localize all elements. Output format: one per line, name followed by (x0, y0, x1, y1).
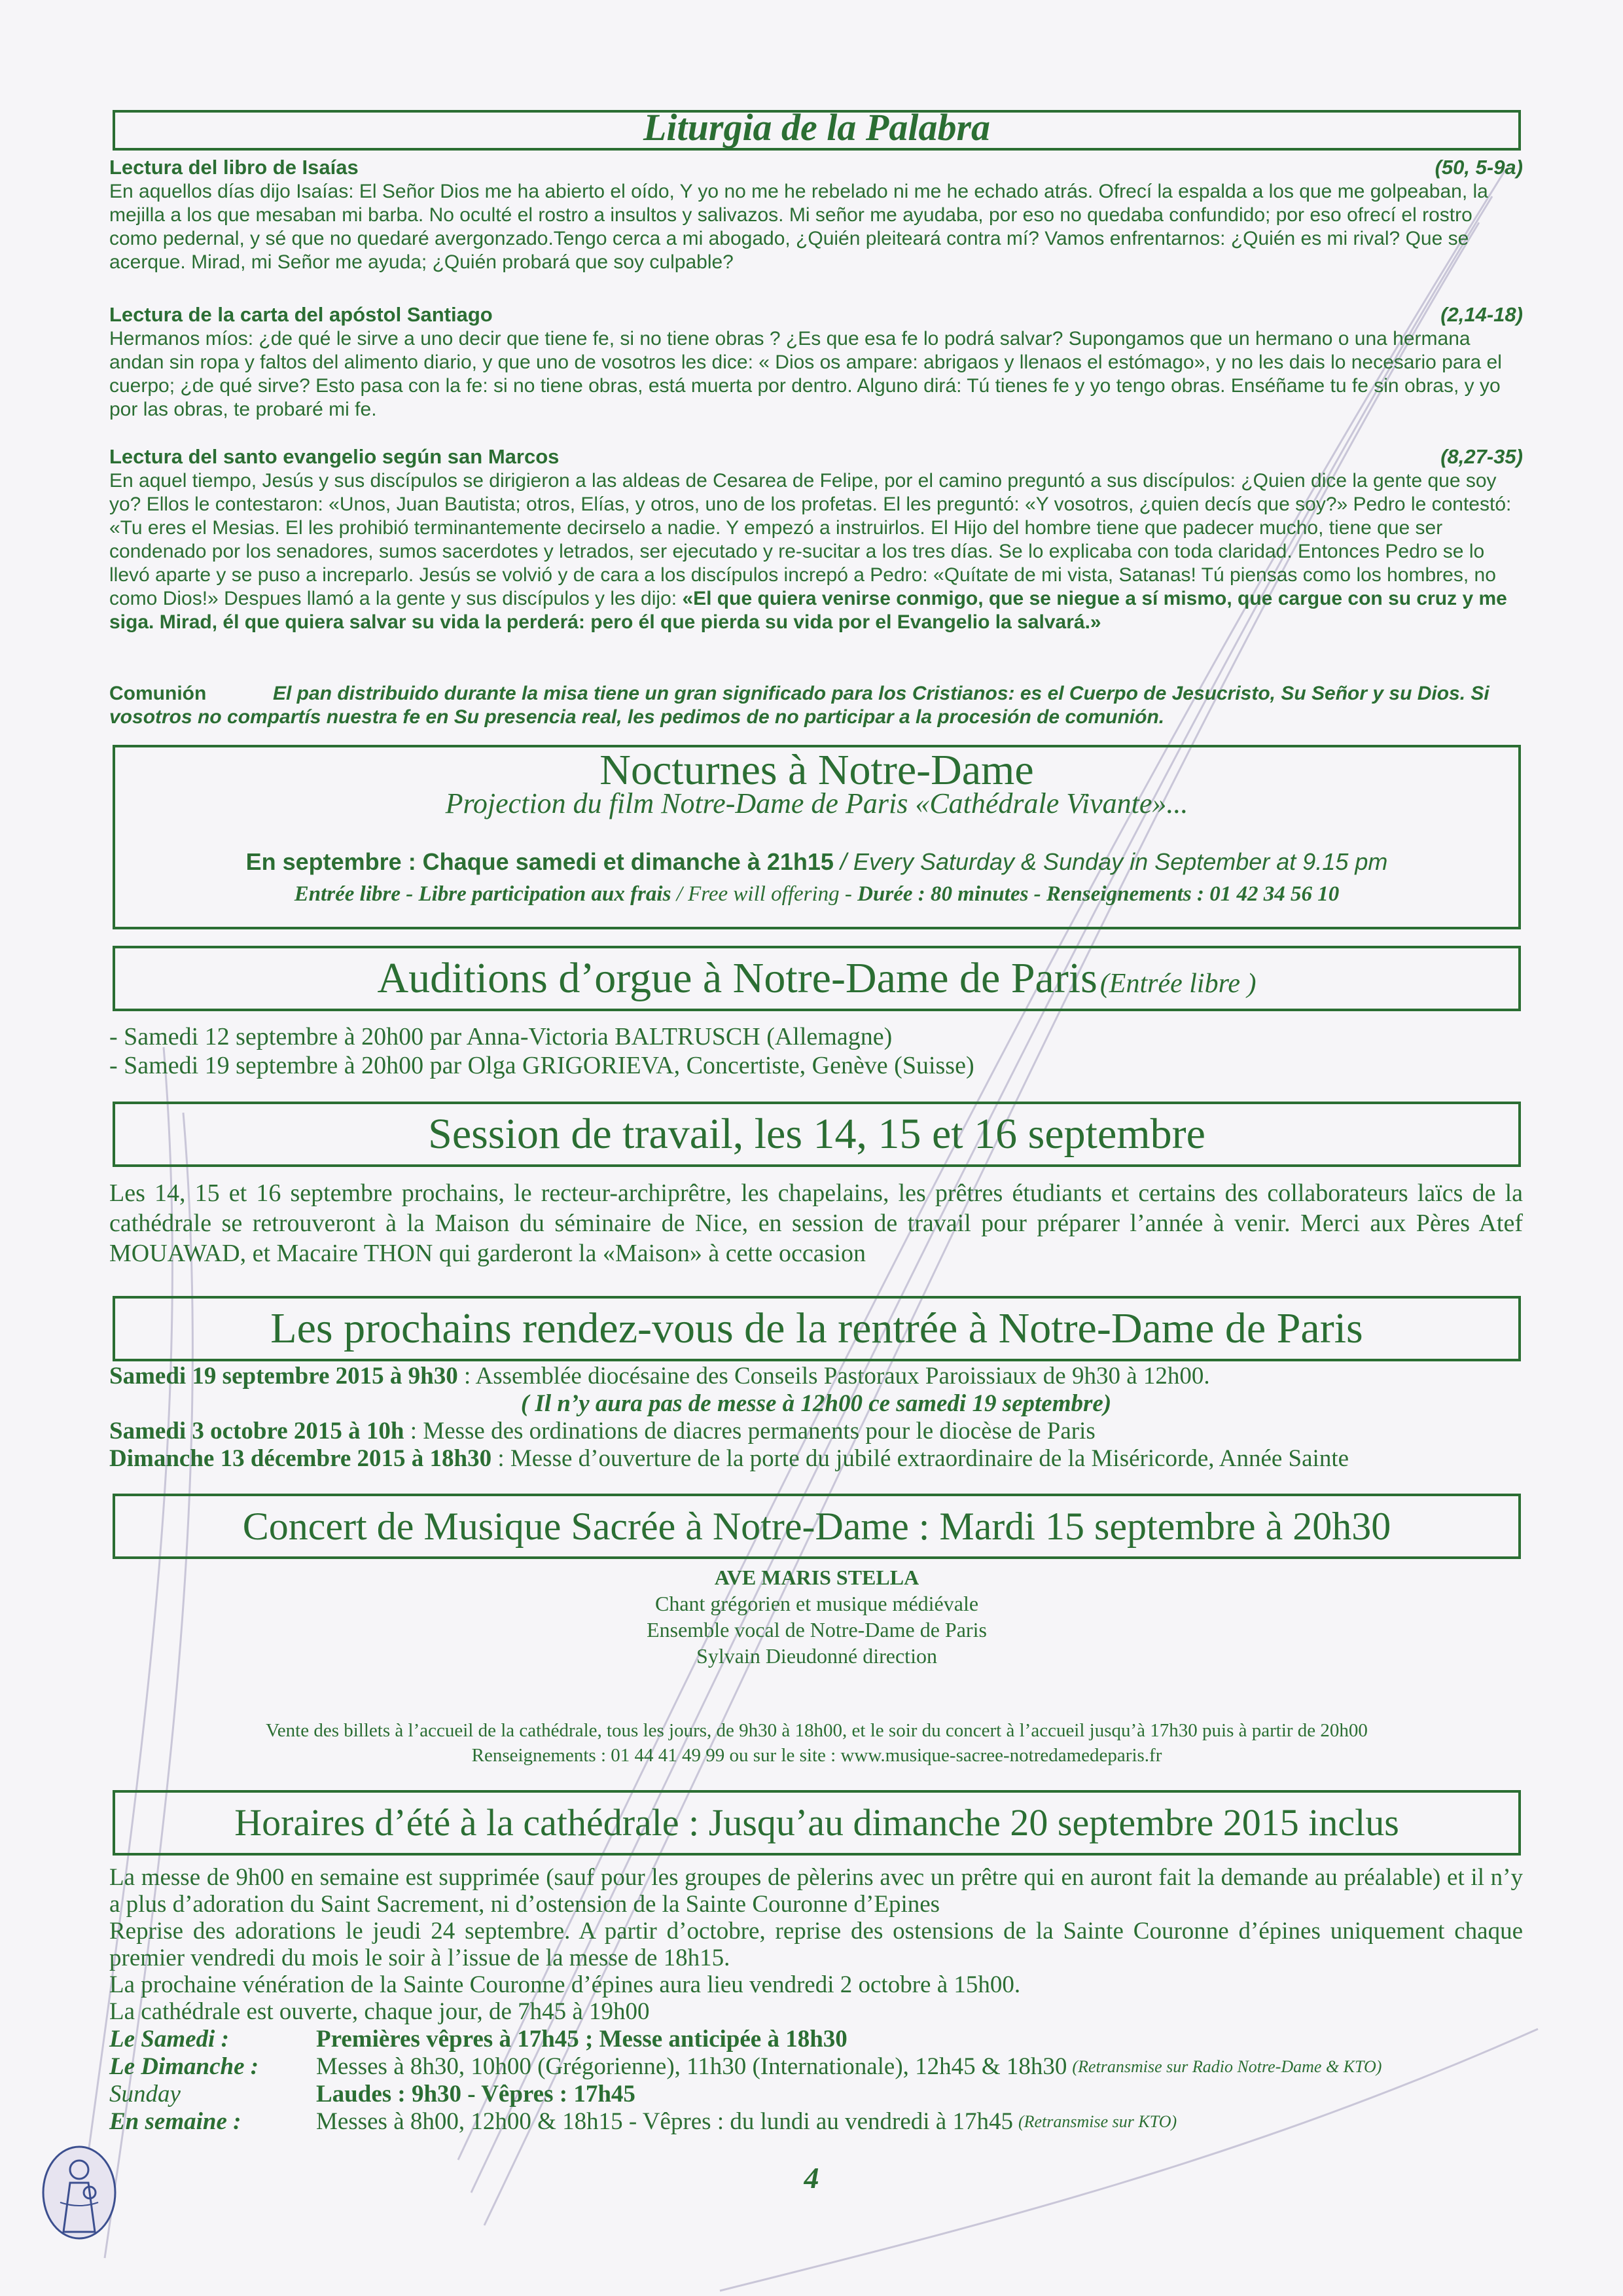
schedule-day: Le Samedi : (109, 2026, 229, 2053)
liturgia-title: Liturgia de la Palabra (643, 106, 991, 149)
page-number: 4 (804, 2161, 819, 2195)
concert-info-text: Renseignements : 01 44 41 49 99 ou sur le site : www.musique-sacree-notredamedeparis.fr (471, 1745, 1162, 1766)
nocturnes-schedule-en: / Every Saturday & Sunday in September at 9.15 pm (833, 848, 1388, 875)
session-text: Les 14, 15 et 16 septembre prochains, le recteur-archiprêtre, les chapelains, les prêtres étudiants et certains des collaborateurs laïcs de la cathédrale se retrouveront à la Maison du séminaire de Nice, en session de travail pour préparer l’année à venir. Merci aux Pères Atef MOUAWAD, et Macaire THON qui garderont la «Maison» à cette occasion (109, 1179, 1523, 1267)
nocturnes-contact: Durée : 80 minutes - Renseignements : 01 42 34 56 10 (857, 882, 1340, 906)
rendezvous-title: Les prochains rendez-vous de la rentrée à Notre-Dame de Paris (270, 1304, 1363, 1352)
madonna-logo (41, 2144, 118, 2242)
reading-text: En aquel tiempo, Jesús y sus discípulos se dirigieron a las aldeas de Cesarea de Felipe, por el camino preguntó a sus discípulos: ¿Quien dice la gente que soy yo? Ellos le contestaron: «Unos, Juan Bautista; otros, Elías, y otros, uno de los profetas. El les preguntó: «Y vosotros, ¿quien decís que soy?» Pedro le contestó: «Tu eres el Mesias. El les prohibió terminantemente decirselo a nadie. Y empezó a instruirlos. El Hijo del hombre tiene que padecer mucho, tiene que ser condenado por los senadores, sumos sacerdotes y letrados, ser ejecutado y re-sucitar a los tres días. Se lo explicaba con toda claridad. Entonces Pedro se lo llevó aparte y se puso a increparlo. Jesús se volvió y de cara a los discípulos increpó a Pedro: «Quítate de mi vista, Satanas! Tú piensas como los hombres, no como Dios!» Despues llamó a la gente y sus discípulos y les dijo: (109, 470, 1512, 609)
nocturnes-offering: / Free will offering - (671, 882, 858, 906)
rendezvous-item (109, 1363, 1523, 1390)
schedule-text: Messes à 8h30, 10h00 (Grégorienne), 11h30 (Internationale), 12h45 & 18h30 (316, 2053, 1067, 2080)
rendezvous-date: Samedi 19 septembre 2015 à 9h30 (109, 1363, 458, 1390)
reading-reference: (2,14-18) (1440, 303, 1523, 326)
concert-program (113, 1564, 1521, 1669)
schedule-row (109, 2053, 1523, 2081)
concert-program-line: Chant grégorien et musique médiévale (654, 1592, 979, 1615)
concert-program-line: Ensemble vocal de Notre-Dame de Paris (647, 1618, 987, 1641)
horaires-paragraph: Reprise des adorations le jeudi 24 septembre. A partir d’octobre, reprise des ostensions de la Sainte Couronne d’épines uniquement chaque premier vendredi du mois le soir à l’issue de la messe de 18h15. (109, 1918, 1523, 1971)
reading-reference: (50, 5-9a) (1435, 156, 1523, 179)
reading-marcos (109, 445, 1523, 634)
session-title: Session de travail, les 14, 15 et 16 septembre (428, 1110, 1205, 1158)
nocturnes-schedule-fr: En septembre : Chaque samedi et dimanche à 21h15 (245, 848, 834, 875)
horaires-schedule (109, 2026, 1523, 2136)
concert-program-title: AVE MARIS STELLA (714, 1566, 919, 1589)
rendezvous-item (109, 1445, 1523, 1473)
horaires-text (109, 1864, 1523, 2025)
reading-text-bold: «El que quiera venirse conmigo, que se niegue a sí mismo, que cargue con su cruz y me siga. Mirad, él que quiera salvar su vida la perderá: pero él que pierda su vida por el Evangelio la salvará.» (109, 588, 1507, 633)
schedule-row (109, 2026, 1523, 2053)
reading-isaias (109, 156, 1523, 274)
nocturnes-info (113, 880, 1521, 908)
rendezvous-date: Samedi 3 octobre 2015 à 10h (109, 1418, 404, 1444)
horaires-paragraph: La prochaine vénération de la Sainte Couronne d’épines aura lieu vendredi 2 octobre à 15h00. (109, 1971, 1021, 1998)
reading-header: Lectura del santo evangelio según san Marcos (109, 445, 560, 468)
reading-text: En aquellos días dijo Isaías: El Señor Dios me ha abierto el oído, Y yo no me he rebelado ni me he echado atrás. Ofrecí la espalda a los que me golpeaban, la mejilla a los que mesaban mi barba. No oculté el rostro a insultos y salivazos. Mi señor me ayudaba, por eso no quedaba confundido; por eso ofrecí el rostro como pedernal, y sé que no quedaré avergonzado.Tengo cerca a mi abogado, ¿Quién pleiteará contra mí? Vamos enfrentarnos: ¿Quién es mi rival? Que se acerque. Mirad, mi Señor me ayuda; ¿Quién probará que soy culpable? (109, 181, 1488, 273)
rendezvous-text: : Messe d’ouverture de la porte du jubilé extraordinaire de la Miséricorde, Année Sainte (491, 1445, 1349, 1472)
rendezvous-text: : Messe des ordinations de diacres permanents pour le diocèse de Paris (404, 1418, 1096, 1444)
auditions-entry-note: (Entrée libre ) (1099, 969, 1257, 999)
schedule-day: En semaine : (109, 2108, 241, 2135)
rendezvous-note: ( Il n’y aura pas de messe à 12h00 ce samedi 19 septembre) (520, 1390, 1112, 1417)
rendezvous-date: Dimanche 13 décembre 2015 à 18h30 (109, 1445, 492, 1472)
horaires-paragraph: La messe de 9h00 en semaine est supprimée (sauf pour les groupes de pèlerins avec un prêtre qui en auront fait la demande au préalable) et il n’y a plus d’adoration du Saint Sacrement, ni d’ostension de la Sainte Couronne d’Epines (109, 1864, 1523, 1918)
rendezvous-text: : Assemblée diocésaine des Conseils Pastoraux Paroissiaux de 9h30 à 12h00. (457, 1363, 1210, 1390)
auditions-list (109, 1022, 1523, 1080)
schedule-row (109, 2081, 1523, 2108)
reading-header: Lectura de la carta del apóstol Santiago (109, 303, 493, 326)
schedule-text: Messes à 8h00, 12h00 & 18h15 - Vêpres : du lundi au vendredi à 17h45 (316, 2108, 1013, 2135)
concert-tickets-text: Vente des billets à l’accueil de la cathédrale, tous les jours, de 9h30 à 18h00, et le soir du concert à l’accueil jusqu’à 17h30 puis à partir de 20h00 (266, 1720, 1368, 1741)
horaires-title: Horaires d’été à la cathédrale : Jusqu’au dimanche 20 septembre 2015 inclus (234, 1801, 1399, 1844)
schedule-day: Sunday (109, 2081, 181, 2108)
schedule-note: (Retransmise sur KTO) (1018, 2112, 1177, 2131)
schedule-row (109, 2108, 1523, 2136)
audition-item: - Samedi 12 septembre à 20h00 par Anna-Victoria BALTRUSCH (Allemagne) (109, 1023, 893, 1050)
reading-header: Lectura del libro de Isaías (109, 156, 359, 179)
auditions-title: Auditions d’orgue à Notre-Dame de Paris (377, 954, 1097, 1002)
nocturnes-schedule (113, 848, 1521, 876)
reading-reference: (8,27-35) (1440, 445, 1523, 468)
nocturnes-title: Nocturnes à Notre-Dame (599, 746, 1034, 794)
concert-program-line: Sylvain Dieudonné direction (696, 1644, 937, 1668)
horaires-paragraph: La cathédrale est ouverte, chaque jour, de 7h45 à 19h00 (109, 1998, 650, 2025)
nocturnes-entry: Entrée libre - Libre participation aux frais (294, 882, 671, 906)
reading-santiago (109, 303, 1523, 422)
rendezvous-list (109, 1363, 1523, 1473)
concert-title: Concert de Musique Sacrée à Notre-Dame : Mardi 15 septembre à 20h30 (242, 1505, 1391, 1548)
comunion-note (109, 682, 1523, 729)
auditions-title-row (113, 950, 1521, 1018)
comunion-text: El pan distribuido durante la misa tiene un gran significado para los Cristianos: es el Cuerpo de Jesucristo, Su Señor y su Dios. Si vosotros no compartís nuestra fe en Su presencia real, les pedimos de no participar a la procesión de comunión. (109, 683, 1489, 728)
audition-item: - Samedi 19 septembre à 20h00 par Olga GRIGORIEVA, Concertiste, Genève (Suisse) (109, 1052, 974, 1079)
schedule-day: Le Dimanche : (109, 2053, 259, 2080)
comunion-label: Comunión (109, 683, 207, 704)
nocturnes-subtitle: Projection du film Notre-Dame de Paris «Cathédrale Vivante»... (445, 787, 1188, 819)
concert-tickets (113, 1718, 1521, 1768)
schedule-text: Laudes : 9h30 - Vêpres : 17h45 (316, 2081, 635, 2108)
reading-text: Hermanos míos: ¿de qué le sirve a uno decir que tiene fe, si no tiene obras ? ¿Es que esa fe lo podrá salvar? Supongamos que un hermano o una hermana andan sin ropa y faltos del alimento diario, y que uno de vosotros les dice: « Dios os ampare: abrigaos y llenaos el estómago», y no les dais lo necesario para el cuerpo; ¿de qué sirve? Esto pasa con la fe: si no tiene obras, está muerta por dentro. Alguno dirá: Tú tienes fe y yo tengo obras. Enséñame tu fe sin obras, y yo por las obras, te probaré mi fe. (109, 328, 1502, 420)
schedule-note: (Retransmise sur Radio Notre-Dame & KTO) (1072, 2057, 1382, 2076)
schedule-text: Premières vêpres à 17h45 ; Messe anticipée à 18h30 (316, 2026, 847, 2053)
rendezvous-item (109, 1418, 1523, 1445)
